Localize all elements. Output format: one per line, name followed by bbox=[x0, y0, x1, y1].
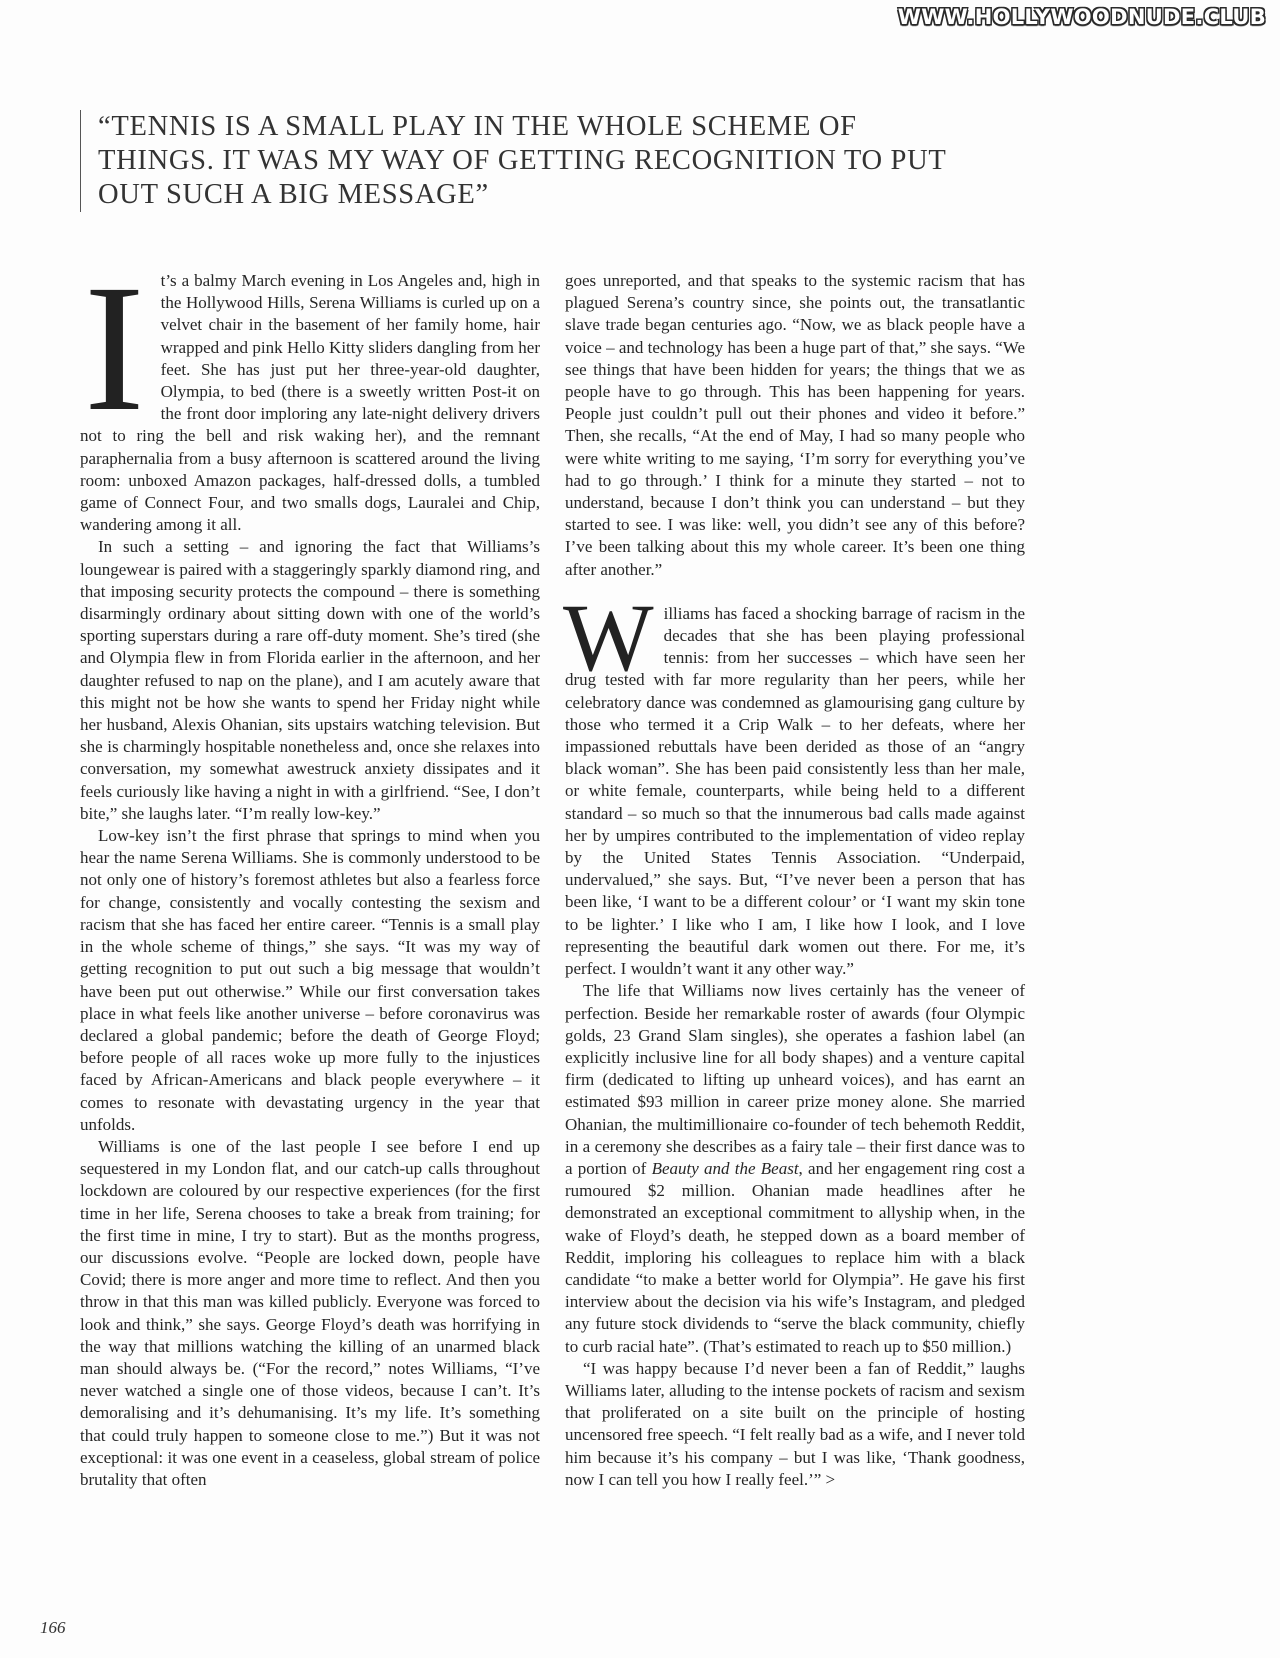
paragraph-text: illiams has faced a shocking barrage of racism in the decades that she has been playing professional tennis: from her successes – which have seen her drug tested with far more regularity than her peers, while her celebratory dance was condemned as glamourising gang culture by those who termed it a Crip Walk – to her defeats, where her impassioned rebuttals have been derided as those of an “angry black woman”. She has been paid consistently less than her male, or white female, counterparts, while being held to a different standard – so much so that the innumerous bad calls made against her by umpires contributed to the implementation of video replay by the United States Tennis Association. “Underpaid, undervalued,” she says. But, “I’ve never been a person that has been like, ‘I want to be a different colour’ or ‘I want my skin tone to be lighter.’ I like who I am, I like how I look, and I love representing the beautiful dark women out there. For me, it’s perfect. I wouldn’t want it any other way.” bbox=[565, 603, 1025, 979]
article-column-left bbox=[80, 248, 540, 1491]
drop-cap: I bbox=[84, 248, 145, 449]
film-title: Beauty and the Beast bbox=[651, 1158, 799, 1178]
paragraph-text: The life that Williams now lives certainly has the veneer of perfection. Beside her remarkable roster of awards (four Olympic golds, 23 Grand Slam singles), she operates a fashion label (an explicitly inclusive line for all body shapes) and a venture capital firm (dedicated to lifting up unheard voices), and has earnt an estimated $93 million in career prize money alone. She married Ohanian, the multimillionaire co-founder of tech behemoth Reddit, in a ceremony she describes as a fairy tale – their first dance was to a portion of bbox=[565, 981, 1025, 1178]
paragraph bbox=[563, 583, 1025, 980]
paragraph: goes unreported, and that speaks to the systemic racism that has plagued Serena’s country since, she points out, the transatlantic slave trade began centuries ago. “Now, we as black people have a voice – and technology has been a huge part of that,” she says. “We see things that have been hidden for years; the things that we as people have to go through. This has been happening for years. People just couldn’t pull out their phones and video it before.” Then, she recalls, “At the end of May, I had so many people who were white writing to me saying, ‘I’m sorry for everything you’ve had to go through.’ I think for a minute they started – not to understand, because I don’t think you can understand – but they started to see. I was like: well, you didn’t see any of this before? I’ve been talking about this my whole career. It’s been one thing after another.” bbox=[565, 271, 1025, 579]
page-number: 166 bbox=[40, 1618, 66, 1637]
paragraph: “I was happy because I’d never been a fan of Reddit,” laughs Williams later, alluding to the intense pockets of racism and sexism that proliferated on a site built on the principle of hosting uncensored free speech. “I felt really bad as a wife, and I never told him because it’s his company – but I was like, ‘Thank goodness, now I can tell you how I really feel.’” > bbox=[565, 1358, 1025, 1489]
paragraph: Williams is one of the last people I see before I end up sequestered in my London flat, and our catch-up calls throughout lockdown are coloured by our respective experiences (for the first time in her life, Serena chooses to take a break from training; for the first time in mine, I try to start). But as the months progress, our discussions evolve. “People are locked down, people have Covid; there is more anger and more time to reflect. And then you throw in that this man was killed publicly. Everyone was forced to look and think,” she says. George Floyd’s death was horrifying in the way that millions watching the killing of an unarmed black man should always be. (“For the record,” notes Williams, “I’ve never watched a single one of those videos, because I can’t. It’s demoralising and it’s dehumanising. It’s my life. It’s something that could truly happen to someone close to me.”) But it was not exceptional: it was one event in a ceaseless, global stream of police brutality that often bbox=[80, 1136, 540, 1489]
paragraph bbox=[80, 248, 540, 536]
paragraph bbox=[565, 980, 1025, 1357]
watermark-text: WWW.HOLLYWOODNUDE.CLUB bbox=[897, 5, 1266, 29]
pull-quote: “TENNIS IS A SMALL PLAY IN THE WHOLE SCHEME OF THINGS. IT WAS MY WAY OF GETTING RECOGNITION TO PUT OUT SUCH A BIG MESSAGE” bbox=[80, 110, 978, 212]
paragraph-text: , and her engagement ring cost a rumoured $2 million. Ohanian made headlines after he demonstrated an exceptional commitment to allyship when, in the wake of Floyd’s death, he stepped down as a board member of Reddit, imploring his colleagues to replace him with a black candidate “to make a better world for Olympia”. He gave his first interview about the decision via his wife’s Instagram, and pledged any future stock dividends to “serve the black community, chiefly to curb racial hate”. (That’s estimated to reach up to $50 million.) bbox=[565, 1158, 1025, 1356]
paragraph-text: t’s a balmy March evening in Los Angeles and, high in the Hollywood Hills, Serena Williams is curled up on a velvet chair in the basement of her family home, hair wrapped and pink Hello Kitty sliders dangling from her feet. She has just put her three-year-old daughter, Olympia, to bed (there is a sweetly written Post-it on the front door imploring any late-night delivery drivers not to ring the bell and risk waking her), and the remnant paraphernalia from a busy afternoon is scattered around the living room: unboxed Amazon packages, half-dressed dolls, a tumbled game of Connect Four, and two smalls dogs, Lauralei and Chip, wandering among it all. bbox=[80, 271, 540, 535]
article-column-right bbox=[565, 270, 1025, 1491]
paragraph: In such a setting – and ignoring the fact that Williams’s loungewear is paired with a staggeringly sparkly diamond ring, and that imposing security protects the compound – there is something disarmingly ordinary about sitting down with one of the world’s sporting superstars during a rare off-duty moment. She’s tired (she and Olympia flew in from Florida earlier in the afternoon, and her daughter refused to nap on the plane), and I am acutely aware that this might not be how she wants to spend her Friday night while her husband, Alexis Ohanian, sits upstairs watching television. But she is charmingly hospitable nonetheless and, once she relaxes into conversation, my somewhat awestruck anxiety dissipates and it feels curiously like having a night in with a girlfriend. “See, I don’t bite,” she laughs later. “I’m really low-key.” bbox=[80, 537, 540, 823]
paragraph: Low-key isn’t the first phrase that springs to mind when you hear the name Serena Williams. She is commonly understood to be not only one of history’s foremost athletes but also a fearless force for change, consistently and vocally contesting the sexism and racism that she has faced her entire career. “Tennis is a small play in the whole scheme of things,” she says. “It was my way of getting recognition to put out such a big message that wouldn’t have been put out otherwise.” While our first conversation takes place in what feels like another universe – before coronavirus was declared a global pandemic; before the death of George Floyd; before people of all races woke up more fully to the injustices faced by African-Americans and black people everywhere – it comes to resonate with devastating urgency in the year that unfolds. bbox=[80, 826, 540, 1134]
drop-cap: W bbox=[563, 583, 654, 691]
